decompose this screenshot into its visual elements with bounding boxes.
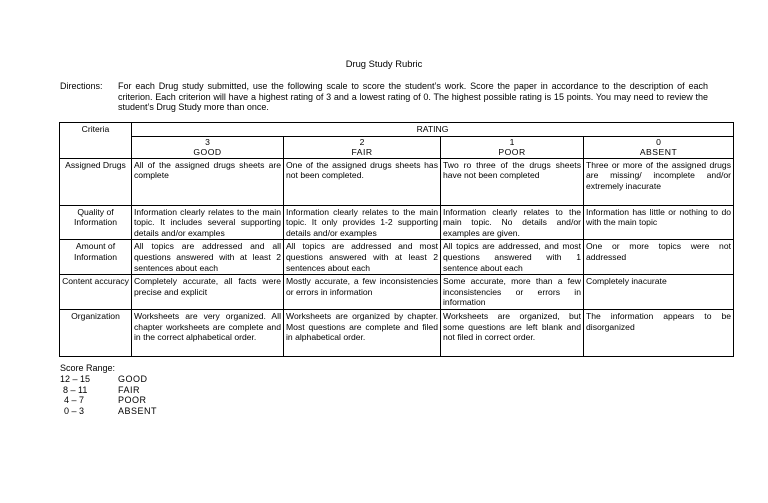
page-title: Drug Study Rubric [345, 58, 423, 69]
score-range-level: POOR [118, 395, 147, 406]
table-row [60, 158, 734, 205]
score-range-value: 4 – 7 [64, 395, 85, 406]
score-range-level: FAIR [118, 384, 141, 395]
score-range-value: 12 – 15 [60, 373, 91, 384]
rubric-cell: Mostly accurate, a few inconsistencies or errors in information [284, 275, 441, 310]
rubric-cell: Completely inacurate [584, 275, 734, 310]
criteria-header: Criteria [60, 123, 132, 159]
directions-label: Directions: [60, 81, 103, 91]
criterion-label: Organization [60, 309, 132, 356]
rubric-cell: All of the assigned drugs sheets are complete [132, 158, 284, 205]
rubric-cell: One of the assigned drugs sheets has not been completed. [284, 158, 441, 205]
criterion-label: Assigned Drugs [60, 158, 132, 205]
rating-number: 3 [205, 136, 210, 147]
rating-word: ABSENT [639, 146, 678, 157]
criterion-label: Content accuracy [60, 275, 132, 310]
rubric-cell: One or more topics were not addressed [584, 240, 734, 275]
score-range-level: ABSENT [118, 406, 158, 417]
rubric-cell: Information clearly relates to the main topic. It includes several supporting details and/or examples [132, 205, 284, 240]
score-range-item [60, 395, 157, 406]
score-range-value: 0 – 3 [64, 406, 85, 417]
rating-level-fair [284, 136, 441, 158]
rating-levels-row [60, 136, 734, 158]
rating-level-good [132, 136, 284, 158]
score-range-item [60, 374, 157, 385]
rubric-cell: Some accurate, more than a few inconsistencies or errors in information [441, 275, 584, 310]
rubric-cell: Two ro three of the drugs sheets have not been completed [441, 158, 584, 205]
criterion-label: Amount of Information [60, 240, 132, 275]
rubric-cell: Information clearly relates to the main topic. No details and/or examples are given. [441, 205, 584, 240]
rating-word: POOR [498, 146, 526, 157]
rubric-cell: All topics are addressed and all questions answered with at least 2 sentences about each [132, 240, 284, 275]
score-range [60, 363, 157, 417]
rubric-cell: Information has little or nothing to do with the main topic [584, 205, 734, 240]
directions-text: For each Drug study submitted, use the following scale to score the student’s work. Score the paper in accordance to the description of each criterion. Each criterion will have a highest rating of 3 and a lowest rating of 0. The highest possible rating is 15 points. You may need to review the student’s Drug Study more than once. [118, 81, 708, 113]
rating-word: GOOD [193, 146, 222, 157]
score-range-item [60, 385, 157, 396]
rating-number: 1 [509, 136, 515, 147]
rubric-cell: Worksheets are very organized. All chapter worksheets are complete and in the correct alphabetical order. [132, 309, 284, 356]
rating-level-poor [441, 136, 584, 158]
rubric-table [59, 122, 734, 357]
rating-word: FAIR [351, 146, 373, 157]
score-range-value: 8 – 11 [63, 384, 88, 395]
rubric-cell: Completely accurate, all facts were precise and explicit [132, 275, 284, 310]
rating-number: 2 [359, 136, 365, 147]
score-range-item [60, 406, 157, 417]
rating-header-row [60, 123, 734, 137]
rubric-cell: All topics are addressed, and most questions answered with 1 sentence about each [441, 240, 584, 275]
rubric-cell: Three or more of the assigned drugs are missing/ incomplete and/or extremely inacurate [584, 158, 734, 205]
rubric-cell: The information appears to be disorganized [584, 309, 734, 356]
rubric-cell: Information clearly relates to the main topic. It only provides 1-2 supporting details and/or examples [284, 205, 441, 240]
table-row [60, 275, 734, 310]
score-range-level: GOOD [118, 373, 148, 384]
table-row [60, 309, 734, 356]
rubric-cell: Worksheets are organized, but some questions are left blank and not filed in correct order. [441, 309, 584, 356]
rubric-cell: All topics are addressed and most questions answered with at least 2 sentences about each [284, 240, 441, 275]
score-range-label: Score Range: [60, 363, 116, 373]
rating-level-absent [584, 136, 734, 158]
rubric-cell: Worksheets are organized by chapter. Most questions are complete and filed in alphabetical order. [284, 309, 441, 356]
rating-number: 0 [656, 136, 661, 147]
table-row [60, 240, 734, 275]
rating-header: RATING [132, 123, 734, 137]
table-row [60, 205, 734, 240]
criterion-label: Quality of Information [60, 205, 132, 240]
